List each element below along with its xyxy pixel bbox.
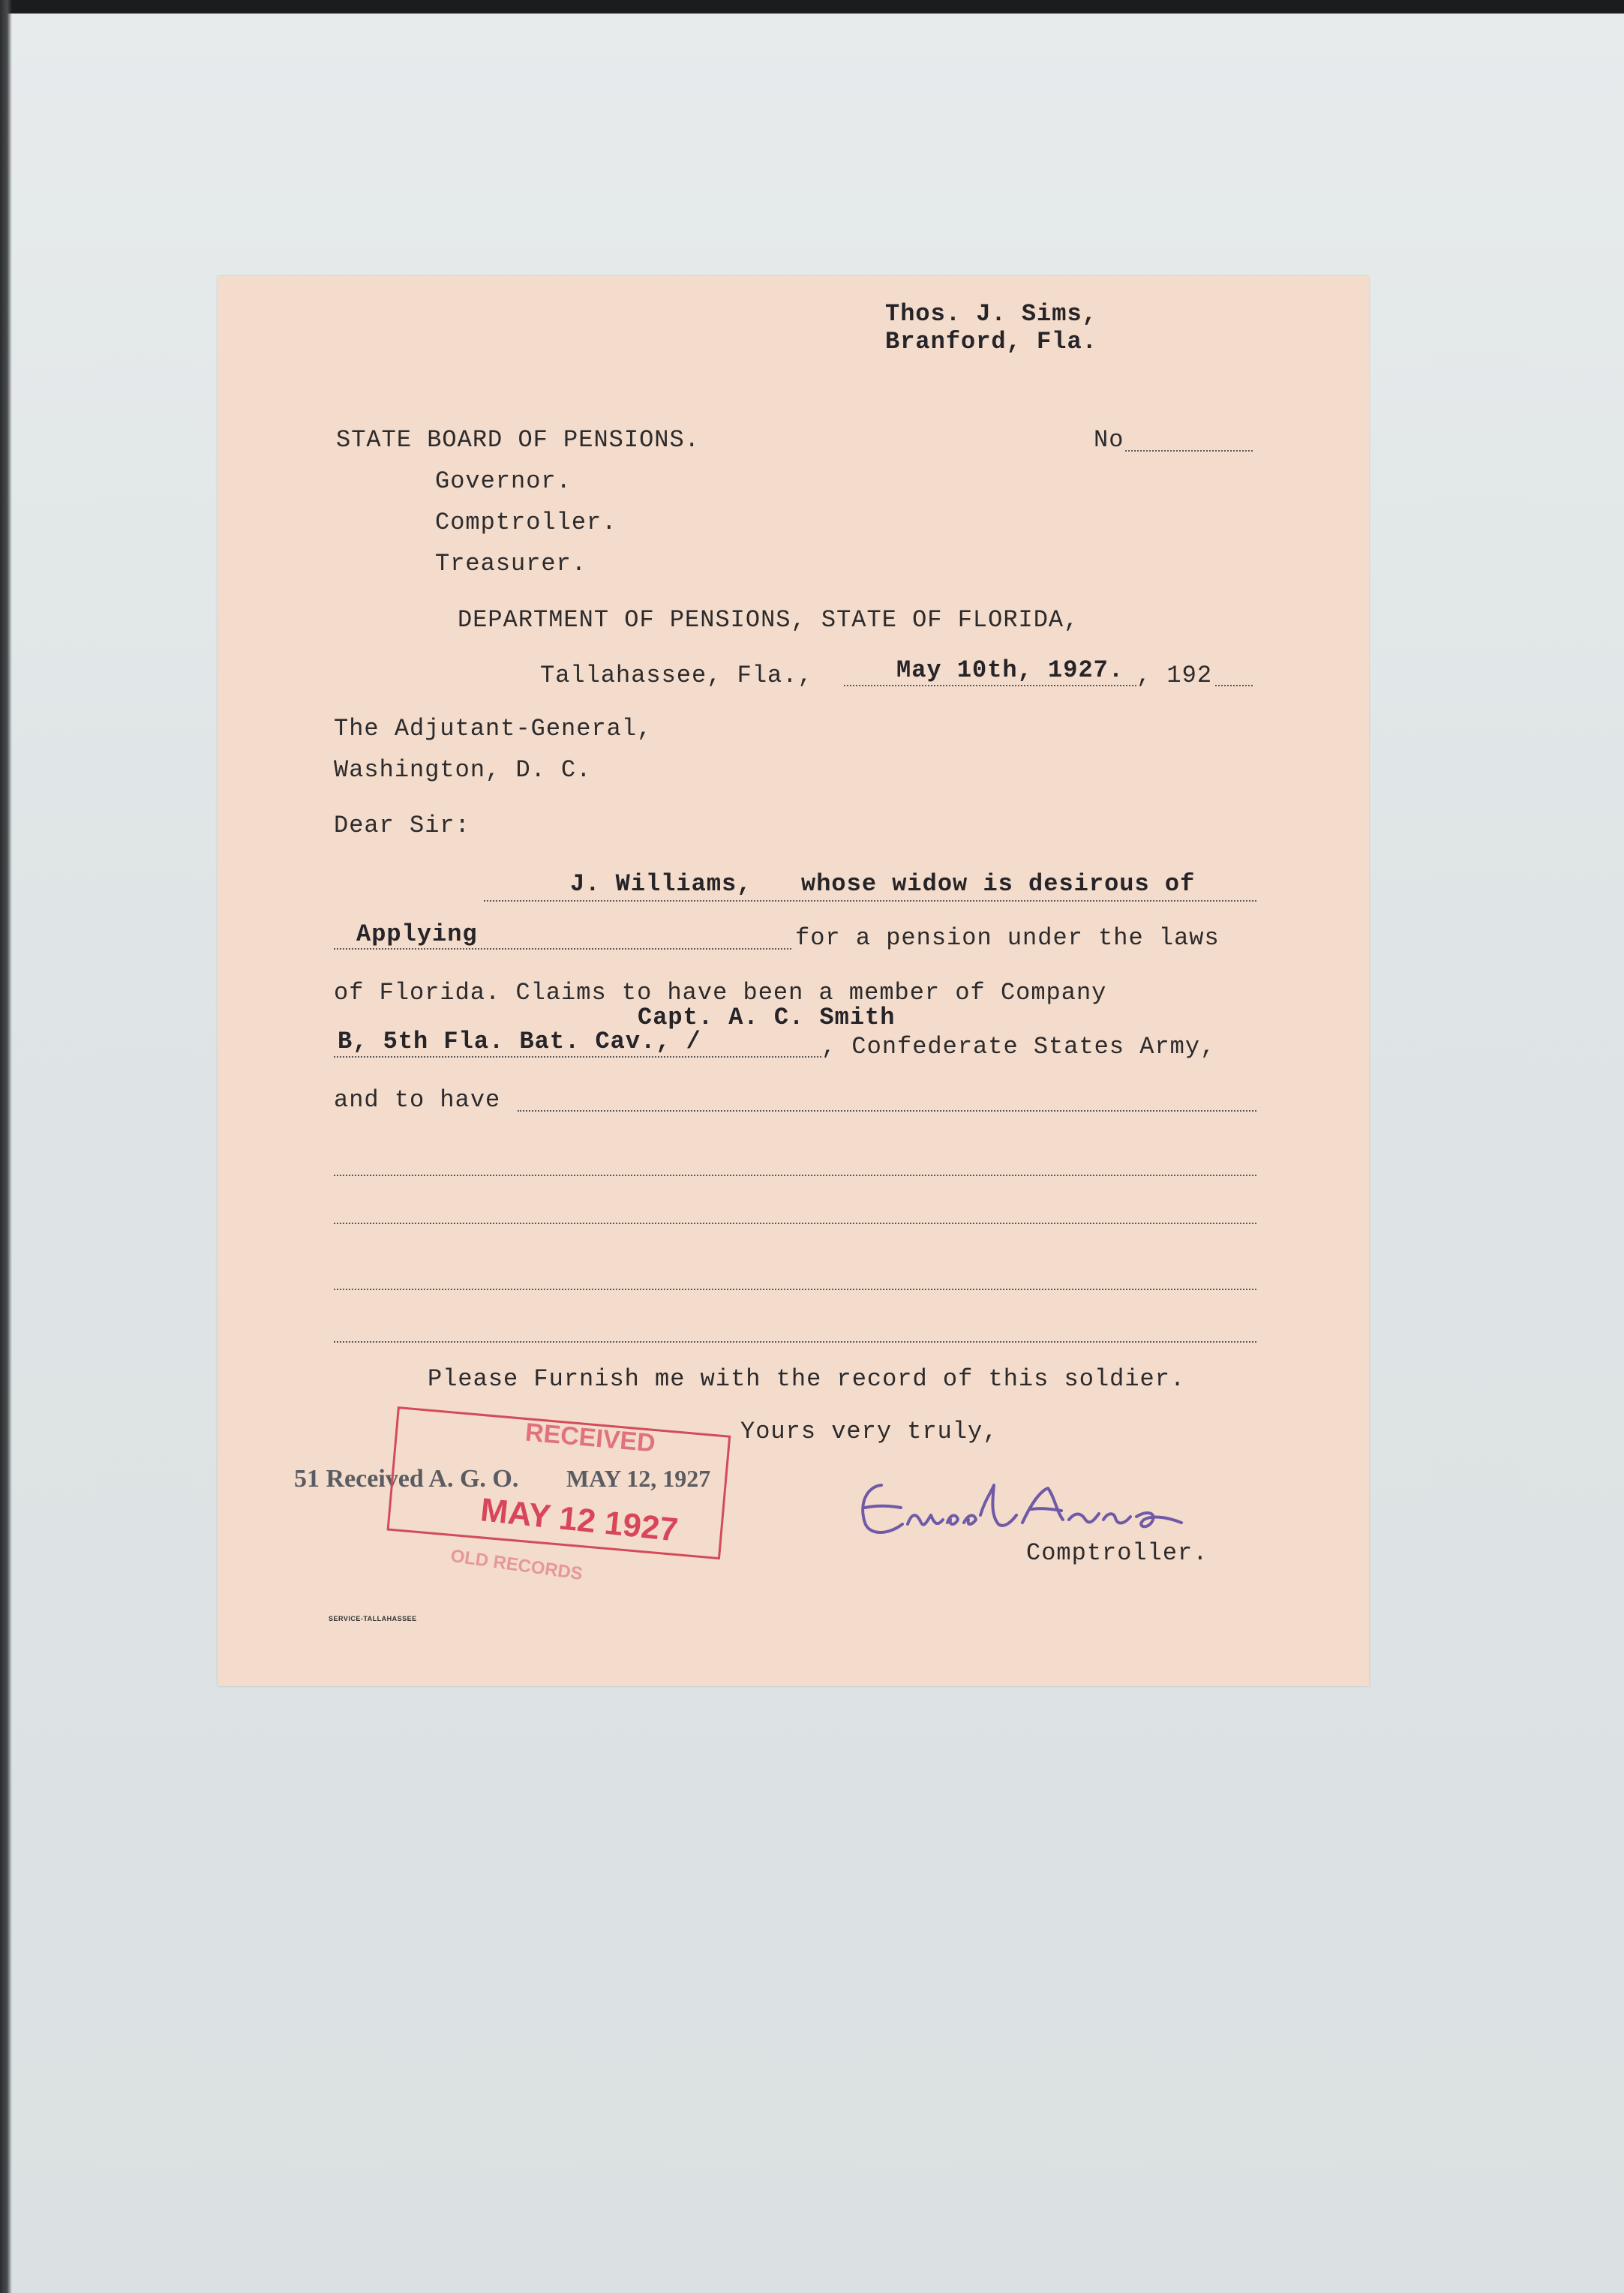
- board-member-governor: Governor.: [435, 467, 572, 495]
- printer-mark: SERVICE-TALLAHASSEE: [329, 1615, 417, 1622]
- sender-name: Thos. J. Sims,: [885, 300, 1097, 328]
- handwritten-signature: [851, 1470, 1204, 1545]
- signature-title: Comptroller.: [1026, 1539, 1208, 1567]
- department-heading: DEPARTMENT OF PENSIONS, STATE OF FLORIDA,: [458, 606, 1079, 634]
- addressee-location: Washington, D. C.: [334, 756, 592, 784]
- captain-annotation: Capt. A. C. Smith: [638, 1004, 896, 1031]
- service-blank-3: [334, 1223, 1256, 1224]
- purpose-blank: [334, 948, 791, 950]
- year-blank: [1215, 685, 1253, 686]
- body-line1-rest: whose widow is desirous of: [801, 870, 1196, 898]
- dateline-date: May 10th, 1927.: [896, 656, 1124, 684]
- addressee-title: The Adjutant-General,: [334, 715, 653, 743]
- soldier-name-blank: [484, 900, 1256, 902]
- company-fill: B, 5th Fla. Bat. Cav., /: [338, 1028, 701, 1055]
- scanner-top-edge: [0, 0, 1624, 14]
- request-line: Please Furnish me with the record of this soldier.: [428, 1365, 1186, 1393]
- company-blank: [334, 1056, 821, 1058]
- board-member-treasurer: Treasurer.: [435, 550, 587, 578]
- service-blank-2: [334, 1175, 1256, 1176]
- service-blank-5: [334, 1341, 1256, 1343]
- dateline-place: Tallahassee, Fla.,: [540, 662, 813, 689]
- body-line2-rest: for a pension under the laws: [795, 924, 1220, 952]
- body-line4-rest: , Confederate States Army,: [821, 1033, 1216, 1061]
- number-blank: [1125, 450, 1253, 452]
- red-stamp-top: RECEIVED: [524, 1418, 657, 1458]
- red-stamp-date: MAY 12 1927: [479, 1491, 680, 1549]
- sender-location: Branford, Fla.: [885, 328, 1097, 356]
- board-member-comptroller: Comptroller.: [435, 509, 617, 536]
- service-blank-4: [334, 1289, 1256, 1290]
- received-stamp-date: MAY 12, 1927: [566, 1465, 711, 1492]
- service-blank-1: [518, 1110, 1256, 1112]
- purpose-fill: Applying: [356, 920, 478, 948]
- board-title: STATE BOARD OF PENSIONS.: [336, 426, 700, 454]
- salutation: Dear Sir:: [334, 812, 470, 839]
- closing: Yours very truly,: [740, 1418, 998, 1445]
- body-line3: of Florida. Claims to have been a member of Company: [334, 979, 1107, 1007]
- body-line5: and to have: [334, 1086, 501, 1114]
- soldier-name: J. Williams,: [570, 870, 752, 898]
- scanner-left-edge: [0, 0, 12, 2293]
- dateline-year-suffix: , 192: [1136, 662, 1213, 689]
- red-stamp-bottom: OLD RECORDS: [449, 1545, 584, 1585]
- received-stamp-text: 51 Received A. G. O.: [294, 1465, 519, 1493]
- date-blank: [844, 685, 1136, 686]
- number-label: No: [1094, 426, 1124, 454]
